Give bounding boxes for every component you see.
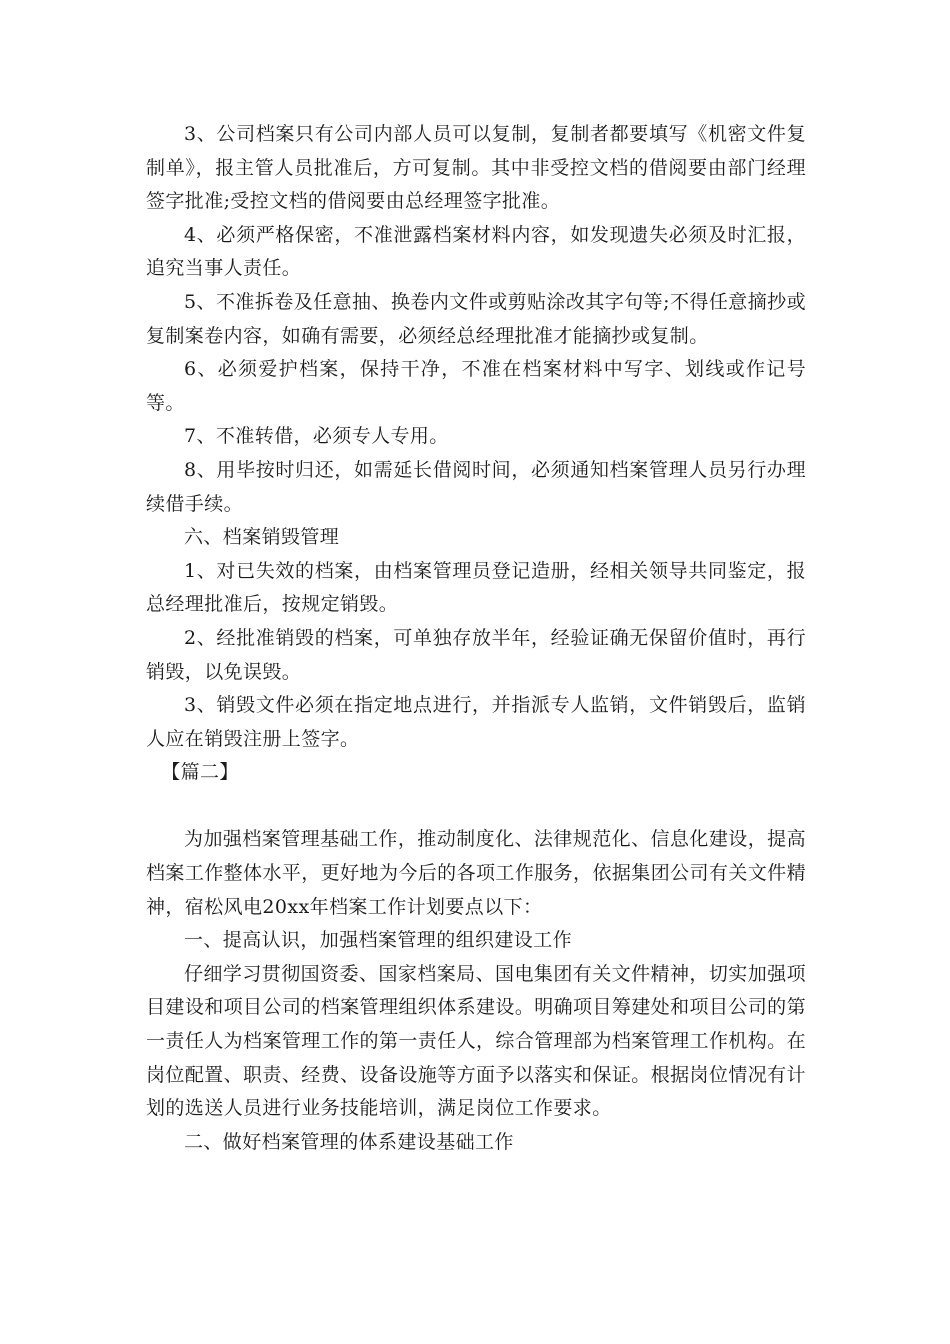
document-body xyxy=(146,118,806,1159)
destruction-item-1: 1、对已失效的档案，由档案管理员登记造册，经相关领导共同鉴定，报总经理批准后，按规定销毁。 xyxy=(146,559,806,616)
heading-organization: 一、提高认识，加强档案管理的组织建设工作 xyxy=(184,929,573,952)
part-two-tag: 【篇二】 xyxy=(161,761,239,784)
intro-paragraph: 为加强档案管理基础工作，推动制度化、法律规范化、信息化建设，提高档案工作整体水平，更好地为今后的各项工作服务，依据集团公司有关文件精神，宿松风电20xx年档案工作计划要点以下： xyxy=(146,828,806,918)
paragraph-item-8: 8、用毕按时归还，如需延长借阅时间，必须通知档案管理人员另行办理续借手续。 xyxy=(146,458,806,515)
paragraph-item-6: 6、必须爱护档案，保持干净，不准在档案材料中写字、划线或作记号等。 xyxy=(146,358,806,414)
paragraph-item-4: 4、必须严格保密，不准泄露档案材料内容，如发现遗失必须及时汇报，追究当事人责任。 xyxy=(146,223,806,280)
blank-line xyxy=(146,790,806,824)
paragraph-item-5: 5、不准拆卷及任意抽、换卷内文件或剪贴涂改其字句等;不得任意摘抄或复制案卷内容，如确有需要，必须经总经理批准才能摘抄或复制。 xyxy=(146,290,806,347)
organization-paragraph: 仔细学习贯彻国资委、国家档案局、国电集团有关文件精神，切实加强项目建设和项目公司的档案管理组织体系建设。明确项目筹建处和项目公司的第一责任人为档案管理工作的第一责任人，综合管理部为档案管理工作机构。在岗位配置、职责、经费、设备设施等方面予以落实和保证。根据岗位情况有计划的选送人员进行业务技能培训，满足岗位工作要求。 xyxy=(146,962,806,1120)
paragraph-item-7: 7、不准转借，必须专人专用。 xyxy=(184,425,449,448)
paragraph-item-3: 3、公司档案只有公司内部人员可以复制，复制者都要填写《机密文件复制单》，报主管人员批准后，方可复制。其中非受控文档的借阅要由部门经理签字批准;受控文档的借阅要由总经理签字批准。 xyxy=(146,123,806,213)
heading-system-construction: 二、做好档案管理的体系建设基础工作 xyxy=(184,1130,514,1153)
destruction-item-2: 2、经批准销毁的档案，可单独存放半年，经验证确无保留价值时，再行销毁，以免误毁。 xyxy=(146,626,806,683)
section-heading-destruction: 六、档案销毁管理 xyxy=(184,526,340,549)
destruction-item-3: 3、销毁文件必须在指定地点进行，并指派专人监销，文件销毁后，监销人应在销毁注册上签字。 xyxy=(146,694,806,750)
